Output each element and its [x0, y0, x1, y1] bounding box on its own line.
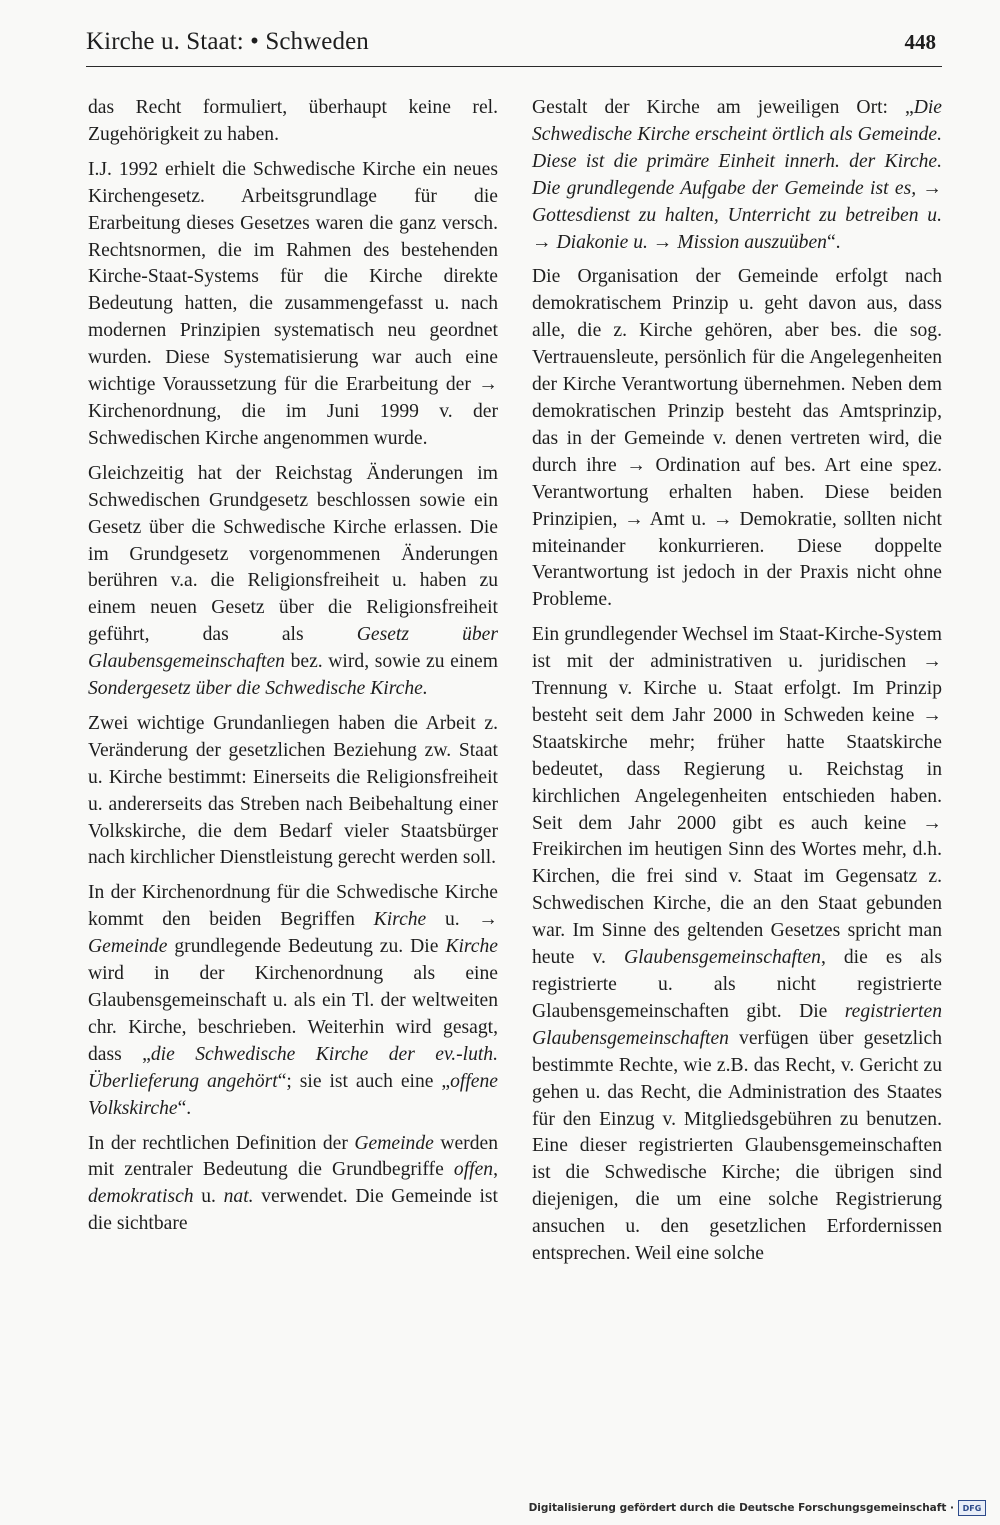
paragraph — [88, 157, 498, 453]
dfg-logo-icon: DFG — [958, 1500, 986, 1516]
text-run: das Recht formuliert, überhaupt keine rel. Zugehörigkeit zu haben. — [88, 97, 498, 145]
text-run: u. → — [426, 909, 498, 931]
text-run: “. — [177, 1097, 192, 1119]
paragraph — [88, 880, 498, 1122]
paragraph — [88, 1131, 498, 1239]
paragraph — [532, 264, 942, 614]
paragraph — [88, 95, 498, 149]
paragraph — [532, 95, 942, 256]
italic-text: offen — [453, 1159, 494, 1181]
text-run: Gleichzeitig hat der Reichstag Änderungen im Schwedischen Grundgesetz beschlossen sowie ein Gesetz über die Schwedische Kirche erlassen. Die im Grundgesetz vorgenommenen Änderungen berühren v.a. die Religionsfreiheit u. haben zu einem neuen Gesetz über die Religionsfreiheit geführt, das als — [88, 462, 498, 646]
text-run: werden mit zentraler Bedeutung die Grundbegriffe — [88, 1132, 499, 1181]
text-run: bez. wird, sowie zu einem — [284, 651, 498, 673]
text-run: wird in der Kirchenordnung als eine Glaubensgemeinschaft u. als ein Tl. der weltweiten chr. Kirche, beschrieben. Weiterhin wird gesagt, dass „ — [88, 963, 498, 1065]
running-head: Kirche u. Staat: • Schweden — [86, 28, 369, 55]
italic-text: Kirche — [445, 936, 498, 958]
italic-text: registrierten Glaubensgemeinschaften — [532, 1000, 942, 1049]
text-run: verfügen über gesetzlich bestimmte Rechte, wie z.B. das Recht, v. Gericht zu gehen u. das Recht, die Administration des Staates für den Einzug v. Mitgliedsgebühren zu benutzen. Eine dieser registrierten Glaubensgemeinschaften ist die Schwedische Kirche; die übrigen sind diejenigen, die um eine solche Registrierung ansuchen u. den gesetzlichen Erfordernissen entsprechen. Weil eine solche — [532, 1027, 942, 1265]
text-run: verwendet. Die Gemeinde ist die sichtbare — [88, 1186, 498, 1235]
text-run: “. — [826, 231, 841, 253]
italic-text: offene Volkskirche — [88, 1070, 498, 1119]
paragraph — [532, 622, 942, 1268]
text-run: Gestalt der Kirche am jeweiligen Ort: „ — [532, 97, 914, 118]
text-run: , — [493, 1159, 498, 1181]
text-run: grundlegende Bedeutung zu. Die — [167, 936, 446, 958]
text-run: In der rechtlichen Definition der — [88, 1132, 355, 1154]
text-run: Ein grundlegender Wechsel im Staat-Kirche-System ist mit der administrativen u. juridischen → Trennung v. Kirche u. Staat erfolgt. Im Prinzip besteht seit dem Jahr 2000 in Schweden keine → Staatskirche mehr; früher hatte Staatskirche bedeutet, dass Regierung u. Reichstag in kirchlichen Angelegenheiten entschieden haben. Seit dem Jahr 2000 gibt es auch keine → Freikirchen im heutigen Sinn des Wortes mehr, d.h. Kirchen, die frei sind v. Staat im Gegensatz z. Schwedischen Kirche, die an den Staat gebunden war. Im Sinne des geltenden Gesetzes spricht man heute v. — [532, 624, 942, 969]
digitization-footer — [529, 1499, 986, 1517]
italic-text: Kirche — [373, 909, 427, 931]
text-run: In der Kirchenordnung für die Schwedische Kirche kommt den beiden Begriffen — [88, 882, 498, 931]
right-column — [532, 95, 942, 1276]
italic-text: Gemeinde — [88, 936, 168, 958]
text-run: Zwei wichtige Grundanliegen haben die Arbeit z. Veränderung der gesetzlichen Beziehung zw. Staat u. Kirche bestimmt: Einerseits die Religionsfreiheit u. andererseits das Streben nach Beibehaltung einer Volkskirche, die dem Bedarf vieler Staatsbürger nach kirchlicher Dienstleistung gerecht werden soll. — [88, 712, 498, 869]
text-run: , die es als registrierte u. als nicht registrierte Glaubensgemeinschaften gibt. Die — [532, 947, 942, 1022]
italic-text: demokratisch — [88, 1186, 194, 1208]
paragraph — [88, 461, 498, 703]
text-run: I.J. 1992 erhielt die Schwedische Kirche ein neues Kirchengesetz. Arbeitsgrundlage für die Erarbeitung dieses Gesetzes waren die ganz versch. Rechtsnormen, die im Rahmen des bestehenden Kirche-Staat-Systems für die Kirche direkte Bedeutung hatten, die zusammengefasst u. nach modernen Prinzipien systematisch neu geordnet wurden. Diese Systematisierung war auch eine wichtige Voraussetzung für die Erarbeitung der → Kirchenordnung, die im Juni 1999 v. der Schwedischen Kirche angenommen wurde. — [88, 158, 498, 449]
text-run: “; sie ist auch eine „ — [277, 1070, 451, 1092]
italic-text: Die Schwedische Kirche erscheint örtlich als Gemeinde. Diese ist die primäre Einheit innerh. der Kirche. Die grundlegende Aufgabe der Gemeinde ist es, → Gottesdienst zu halten, Unterricht zu betreiben u. → Diakonie u. → Mission auszuüben — [532, 97, 942, 253]
text-run: u. — [193, 1186, 224, 1208]
footer-credit: Digitalisierung gefördert durch die Deutsche Forschungsgemeinschaft · — [528, 1502, 954, 1514]
italic-text: Glaubensgemeinschaften — [623, 947, 821, 969]
text-run: Die Organisation der Gemeinde erfolgt nach demokratischem Prinzip u. geht davon aus, dass alle, die z. Kirche gehören, aber bes. die sog. Vertrauensleute, persönlich für die Angelegenheiten der Kirche Verantwortung übernehmen. Neben dem demokratischen Prinzip besteht das Amtsprinzip, das in der Gemeinde v. denen vertreten wird, die durch ihre → Ordination auf bes. Art eine spez. Verantwortung erhalten haben. Diese beiden Prinzipien, → Amt u. → Demokratie, sollten nicht miteinander konkurrieren. Diese doppelte Verantwortung ist jedoch in der Praxis nicht ohne Probleme. — [532, 266, 942, 611]
italic-text: Gemeinde — [354, 1132, 434, 1154]
italic-text: Sondergesetz über die Schwedische Kirche. — [88, 678, 428, 700]
italic-text: die Schwedische Kirche der ev.-luth. Überlieferung angehört — [88, 1043, 499, 1092]
page-number: 448 — [904, 30, 936, 54]
paragraph — [88, 711, 498, 872]
left-column — [88, 95, 498, 1246]
italic-text: Gesetz über Glaubensgemeinschaften — [88, 624, 498, 673]
page-header — [86, 26, 942, 67]
italic-text: nat. — [223, 1186, 254, 1208]
